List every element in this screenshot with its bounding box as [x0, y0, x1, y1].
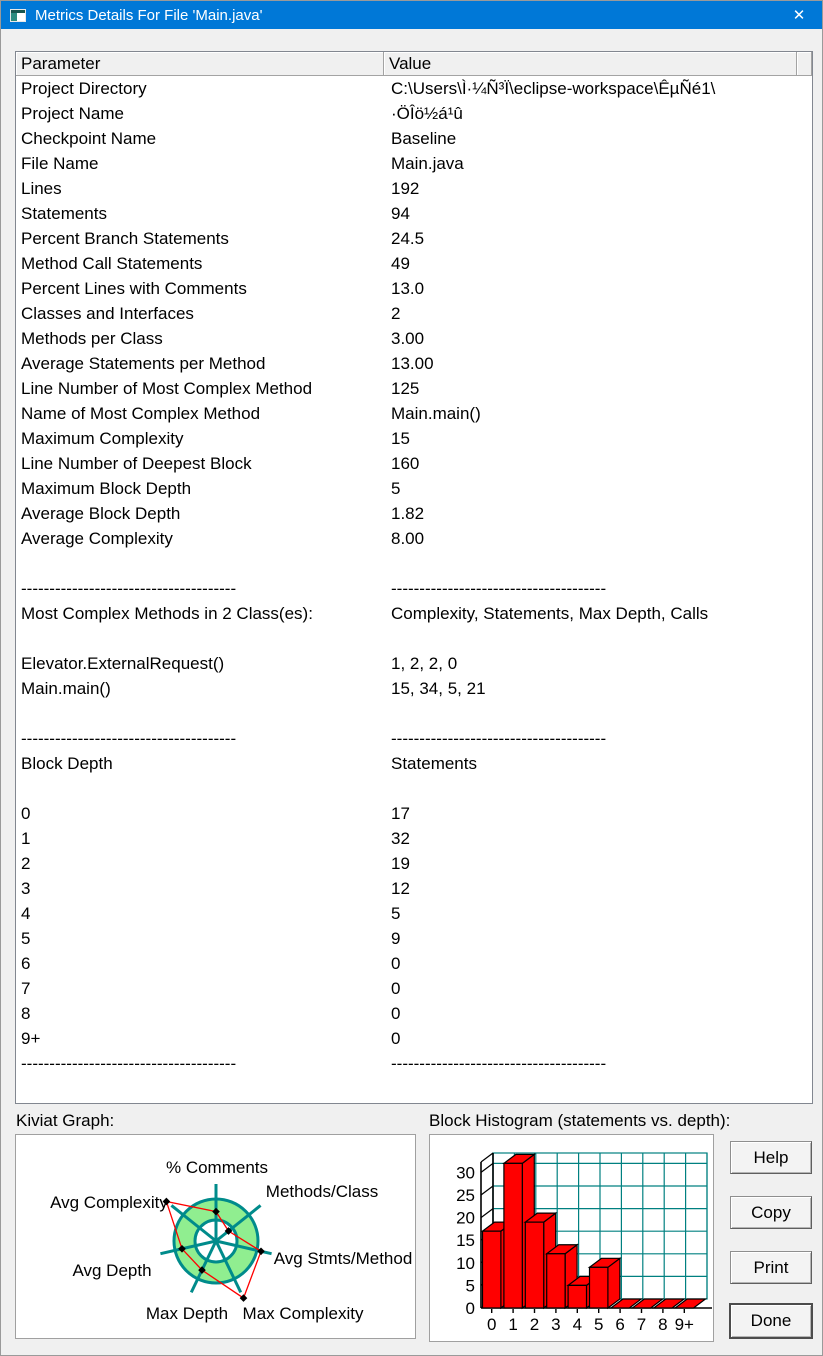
table-row[interactable]: [16, 301, 812, 326]
value-cell: Main.main(): [391, 404, 481, 423]
table-row[interactable]: [16, 951, 812, 976]
x-tick-label: 8: [658, 1315, 668, 1334]
value-cell: 1.82: [391, 504, 425, 523]
value-cell: [384, 701, 812, 726]
param-cell: Methods per Class: [21, 329, 163, 348]
param-cell: Line Number of Most Complex Method: [21, 379, 313, 398]
value-cell: 13.00: [391, 354, 434, 373]
value-cell: --------------------------------------: [391, 579, 607, 598]
param-cell: Lines: [21, 179, 62, 198]
param-cell: Maximum Complexity: [21, 429, 184, 448]
param-cell: Statements: [21, 204, 107, 223]
table-row[interactable]: [16, 276, 812, 301]
value-cell: Complexity, Statements, Max Depth, Calls: [391, 604, 709, 623]
param-cell: [16, 776, 384, 801]
value-cell: Main.java: [391, 154, 464, 173]
value-cell: 17: [391, 804, 410, 823]
histogram-panel: [429, 1134, 714, 1342]
value-cell: 3.00: [391, 329, 425, 348]
table-row[interactable]: [16, 451, 812, 476]
param-cell: [16, 701, 384, 726]
kiviat-axis-label: Avg Complexity: [50, 1193, 168, 1212]
histogram-caption: Block Histogram (statements vs. depth):: [429, 1111, 731, 1130]
value-cell: 192: [391, 179, 420, 198]
kiviat-caption: Kiviat Graph:: [16, 1111, 115, 1130]
param-cell: Maximum Block Depth: [21, 479, 192, 498]
param-cell: 6: [21, 954, 31, 973]
value-cell: 0: [391, 954, 401, 973]
metrics-list: [15, 51, 813, 1104]
table-row[interactable]: [16, 601, 812, 626]
param-cell: Average Complexity: [21, 529, 173, 548]
value-cell: [384, 551, 812, 576]
table-row[interactable]: [16, 776, 812, 801]
table-row[interactable]: [16, 476, 812, 501]
table-row[interactable]: [16, 526, 812, 551]
value-cell: 0: [391, 1004, 401, 1023]
y-tick-label: 0: [465, 1299, 475, 1318]
x-tick-label: 2: [529, 1315, 540, 1334]
value-cell: 94: [391, 204, 410, 223]
param-cell: Block Depth: [21, 754, 113, 773]
y-tick-label: 15: [456, 1231, 475, 1251]
y-tick-label: 30: [456, 1163, 475, 1183]
y-tick-label: 5: [465, 1276, 475, 1296]
kiviat-axis-label: Max Complexity: [242, 1304, 364, 1323]
value-cell: 2: [391, 304, 401, 323]
table-row[interactable]: [16, 626, 812, 651]
table-row[interactable]: [16, 826, 812, 851]
copy-button[interactable]: Copy: [730, 1196, 812, 1229]
param-cell: [16, 551, 384, 576]
value-cell: 5: [391, 904, 401, 923]
table-row[interactable]: [16, 901, 812, 926]
value-cell: 0: [391, 1029, 401, 1048]
histogram-chart-svg: [430, 1135, 713, 1341]
value-cell: 19: [391, 854, 410, 873]
value-cell: 15, 34, 5, 21: [391, 679, 486, 698]
value-cell: 125: [391, 379, 420, 398]
x-tick-label: 3: [551, 1315, 561, 1334]
title-bar: [1, 1, 822, 29]
value-cell: 49: [391, 254, 410, 273]
table-row[interactable]: [16, 651, 812, 676]
param-cell: Project Directory: [21, 79, 147, 98]
table-row[interactable]: [16, 401, 812, 426]
table-row[interactable]: [16, 351, 812, 376]
param-cell: Method Call Statements: [21, 254, 203, 273]
table-row[interactable]: [16, 1051, 812, 1076]
table-row[interactable]: [16, 1001, 812, 1026]
kiviat-axis-label: Max Depth: [145, 1304, 229, 1323]
param-cell: Average Block Depth: [21, 504, 181, 523]
param-cell: 7: [21, 979, 31, 998]
kiviat-chart-svg: [16, 1135, 415, 1338]
param-cell: Percent Branch Statements: [21, 229, 229, 248]
kiviat-axis-label: Methods/Class: [265, 1182, 379, 1201]
param-cell: Checkpoint Name: [21, 129, 157, 148]
table-row[interactable]: [16, 851, 812, 876]
kiviat-axis-label: Avg Stmts/Method: [273, 1249, 413, 1268]
param-cell: Elevator.ExternalRequest(): [21, 654, 225, 673]
param-cell: Name of Most Complex Method: [21, 404, 261, 423]
param-cell: 4: [21, 904, 31, 923]
help-button[interactable]: Help: [730, 1141, 812, 1174]
value-cell: [384, 626, 812, 651]
table-row[interactable]: [16, 576, 812, 601]
param-cell: --------------------------------------: [21, 579, 237, 598]
value-cell: --------------------------------------: [391, 1054, 607, 1073]
x-tick-label: 5: [593, 1315, 604, 1334]
value-cell: --------------------------------------: [391, 729, 607, 748]
table-row[interactable]: [16, 551, 812, 576]
param-cell: 1: [21, 829, 31, 848]
table-row[interactable]: [16, 201, 812, 226]
value-cell: ·ÖÎö½á¹û: [391, 104, 463, 123]
param-cell: 3: [21, 879, 31, 898]
value-cell: 13.0: [391, 279, 425, 298]
param-cell: Project Name: [21, 104, 124, 123]
done-button[interactable]: Done: [729, 1303, 813, 1339]
param-cell: 5: [21, 929, 31, 948]
kiviat-axis-label: % Comments: [165, 1158, 269, 1177]
param-cell: Classes and Interfaces: [21, 304, 194, 323]
table-row[interactable]: [16, 501, 812, 526]
close-button[interactable]: ✕: [792, 7, 806, 24]
value-cell: Statements: [391, 754, 477, 773]
param-cell: 8: [21, 1004, 31, 1023]
param-cell: Line Number of Deepest Block: [21, 454, 252, 473]
value-cell: 15: [391, 429, 410, 448]
x-tick-label: 1: [508, 1315, 518, 1334]
table-row[interactable]: [16, 926, 812, 951]
value-cell: 9: [391, 929, 401, 948]
table-row[interactable]: [16, 1026, 812, 1051]
param-cell: Percent Lines with Comments: [21, 279, 247, 298]
table-row[interactable]: [16, 876, 812, 901]
y-tick-label: 10: [456, 1253, 475, 1273]
value-cell: Baseline: [391, 129, 457, 148]
table-row[interactable]: [16, 801, 812, 826]
table-row[interactable]: [16, 751, 812, 776]
y-tick-label: 25: [456, 1186, 475, 1205]
column-header-parameter[interactable]: Parameter: [16, 52, 384, 76]
x-tick-label: 0: [486, 1315, 497, 1334]
kiviat-axis-label: Avg Depth: [72, 1261, 152, 1280]
app-icon: [10, 9, 26, 22]
y-tick-label: 20: [456, 1208, 475, 1228]
param-cell: --------------------------------------: [21, 1054, 237, 1073]
param-cell: 0: [21, 804, 31, 823]
table-row[interactable]: [16, 326, 812, 351]
x-tick-label: 9+: [674, 1315, 694, 1334]
table-row[interactable]: [16, 976, 812, 1001]
table-row[interactable]: [16, 426, 812, 451]
column-header-value[interactable]: Value: [384, 52, 797, 76]
table-row[interactable]: [16, 176, 812, 201]
table-row[interactable]: [16, 151, 812, 176]
x-tick-label: 6: [615, 1315, 625, 1334]
window-title: Metrics Details For File 'Main.java': [35, 6, 263, 24]
kiviat-panel: [15, 1134, 416, 1339]
value-cell: 12: [391, 879, 410, 898]
param-cell: [16, 626, 384, 651]
value-cell: 0: [391, 979, 401, 998]
table-row[interactable]: [16, 226, 812, 251]
table-row[interactable]: [16, 376, 812, 401]
value-cell: 5: [391, 479, 401, 498]
print-button[interactable]: Print: [730, 1251, 812, 1284]
table-row[interactable]: [16, 101, 812, 126]
param-cell: 9+: [21, 1029, 41, 1048]
table-row[interactable]: [16, 676, 812, 701]
param-cell: --------------------------------------: [21, 729, 237, 748]
value-cell: [384, 776, 812, 801]
x-tick-label: 4: [572, 1315, 583, 1334]
column-header-filler: [797, 52, 812, 76]
param-cell: Most Complex Methods in 2 Class(es):: [21, 604, 313, 623]
table-row[interactable]: [16, 126, 812, 151]
value-cell: 1, 2, 2, 0: [391, 654, 458, 673]
param-cell: 2: [21, 854, 31, 873]
x-tick-label: 7: [636, 1315, 647, 1334]
param-cell: File Name: [21, 154, 99, 173]
value-cell: C:\Users\Ì·¼Ñ³Ï\eclipse-workspace\ÊµÑé1\: [391, 79, 716, 98]
list-header: [16, 52, 812, 76]
table-row[interactable]: [16, 726, 812, 751]
param-cell: Main.main(): [21, 679, 111, 698]
value-cell: 24.5: [391, 229, 425, 248]
value-cell: 32: [391, 829, 410, 848]
table-row[interactable]: [16, 76, 812, 101]
param-cell: Average Statements per Method: [21, 354, 266, 373]
table-body: [16, 76, 812, 1103]
table-row[interactable]: [16, 251, 812, 276]
value-cell: 160: [391, 454, 420, 473]
table-row[interactable]: [16, 701, 812, 726]
value-cell: 8.00: [391, 529, 425, 548]
